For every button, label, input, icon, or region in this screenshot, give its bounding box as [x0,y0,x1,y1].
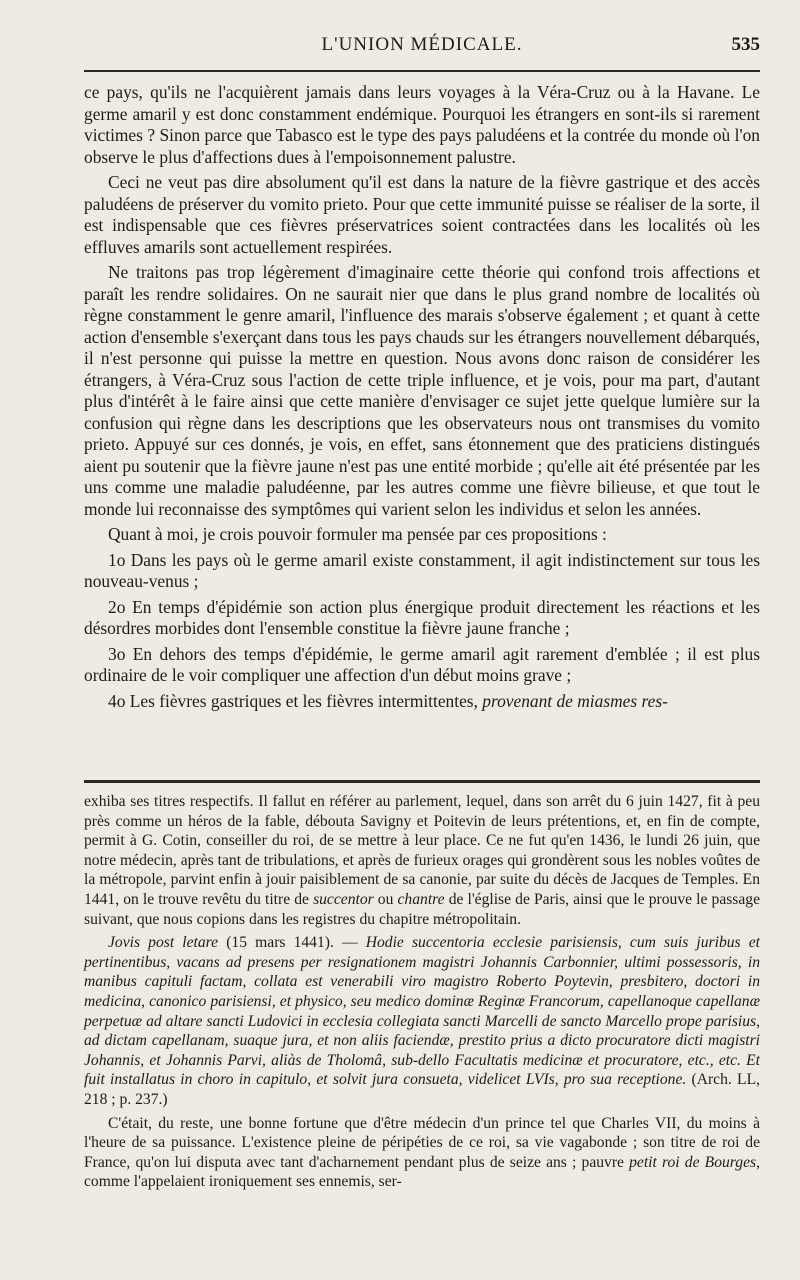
proposition-4-italic: provenant de miasmes res- [482,690,668,711]
paragraph-3: Ne traitons pas trop légèrement d'imaginaire cette théorie qui confond trois affections et paraît les rendre solidaires. On ne saurait nier que dans le plus grand nombre de localités où règne constamment le genre amaril, l'influence des marais s'observe également ; et quant à cette action d'ensemble s'exerçant dans tous les pays chauds sur les étrangers nouvellement débarqués, il n'est personne qui puisse la mettre en question. Nous avons donc raison de considérer les étrangers, à Véra-Cruz sous l'action de cette triple influence, et je vois, pour ma part, d'autant plus d'intérêt à le faire ainsi que cette manière d'envisager ce sujet jette quelque lumière sur la confusion qui règne dans les descriptions que les observateurs nous ont transmises du vomito prieto. Appuyé sur ces donnés, je vois, en effet, sans étonnement que des praticiens distingués aient pu soutenir que la fièvre jaune n'est pas une entité morbide ; qu'elle ait été présentée par les uns comme une maladie paludéenne, par les autres comme une fièvre bilieuse, et que tout le monde lui reconnaisse des symptômes qui varient selon les individus et selon les années. [84,262,760,519]
footnote-p3-a: C'était, du reste, une bonne fortune que d'être médecin d'un prince tel que Charles VII, du moins à l'heure de sa puissance. L'existence pleine de péripéties de ce roi, sa vie vagabonde ; son titre de roi de France, qu'on lui disputa avec tant d'acharnement pendant plus de seize ans ; pauvre [84,1114,760,1171]
footnote-p3-b: , comme l'appelaient ironiquement ses ennemis, ser- [84,1153,760,1191]
footnote-ou: ou [373,890,398,908]
latin-reference: (Arch. LL, 218 ; p. 237.) [84,1071,761,1108]
proposition-2: 2o En temps d'épidémie son action plus énergique produit directement les réactions et les désordres morbides dont l'ensemble constitue la fièvre jaune franche ; [84,596,760,638]
paragraph-1: ce pays, qu'ils ne l'acquièrent jamais dans leurs voyages à la Véra-Cruz ou à la Havane. Le germe amaril y est donc constamment endémique. Pourquoi les étrangers en sont-ils si rarement victimes ? Sinon parce que Tabasco est le type des pays paludéens et la contrée du monde où l'on observe le plus d'affections dues à l'empoisonnement palustre. [84,82,760,167]
latin-body: Hodie succentoria ecclesie parisiensis, cum suis juribus et pertinentibus, vacans ad presens per resignationem magistri Johannis Carbonnier, ultimi possessoris, in manibus capituli factam, collata est venerabili viro magistro Roberto Poytevin, presbitero, doctori in medicina, canonico parisiensi, et physico, seu medico dominæ Reginæ Francorum, capellanoque capellanæ perpetuæ ad altare sancti Ludovici in ecclesia collegiata sancti Marcelli de sancto Marcello prope parisius, ad dictam capellanam, suaque jura, et non aliis faciendæ, prestito prius a dicto procuratore dicti magistri Johannis, et Johannis Parvi, aliàs de Tholomâ, sub-dello Facultatis medicinæ et procuratore, etc., etc. Et fuit installatus in choro in capitulo, et solvit jura consueta, videlicet LVIs, pro sua receptione. [84,934,760,1089]
page-number: 535 [731,34,760,55]
main-text [84,82,760,716]
footnote-succentor: succentor [313,890,374,908]
latin-citation [84,933,760,1109]
footnote-paragraph-3 [84,1114,760,1192]
footnote-paragraph-1 [84,792,760,929]
footnote-p3-italic: petit roi de Bourges [629,1153,757,1171]
page-header [84,28,760,62]
header-rule [84,70,760,72]
latin-jovis: Jovis post letare [108,934,219,952]
proposition-4 [84,691,760,713]
footnote-text-a: exhiba ses titres respectifs. Il fallut en référer au parlement, lequel, dans son arrêt du 6 juin 1427, fit à peu près comme un héros de la fable, débouta Savigny et Poitevin de leurs prétentions, et, en fin de compte, permit à G. Cotin, conseiller du roi, de se mettre à leur place. Ce ne fut qu'en 1436, le lundi 26 juin, que notre médecin, après tant de tribulations, et après de furieux orages qui grondèrent sous les nobles voûtes de la métropole, parvint enfin à jouir paisiblement de sa canonie, par suite du décès de Jacques de Temples. En 1441, on le trouve revêtu du titre de [84,793,760,908]
proposition-4-text: 4o Les fièvres gastriques et les fièvres intermittentes, [108,690,483,711]
proposition-1: 1o Dans les pays où le germe amaril existe constamment, il agit indistinctement sur tous les nouveau-venus ; [84,549,760,591]
latin-date: (15 mars 1441). — [218,934,366,952]
footnote-rule [84,780,760,783]
running-title: L'UNION MÉDICALE. [321,34,523,55]
paragraph-2: Ceci ne veut pas dire absolument qu'il est dans la nature de la fièvre gastrique et des accès paludéens de préserver du vomito prieto. Pour que cette immunité puisse se réaliser de la sorte, il est indispensable que ces fièvres préservatrices soient contractées dans les localités où les effluves amarils sont actuellement respirées. [84,172,760,257]
footnote-chantre: chantre [397,890,445,908]
paragraph-4: Quant à moi, je crois pouvoir formuler ma pensée par ces propositions : [108,524,607,544]
footnote-section [84,792,760,1196]
proposition-3: 3o En dehors des temps d'épidémie, le germe amaril agit rarement d'emblée ; il est plus ordinaire de le voir compliquer une affection d'un début moins grave ; [84,643,760,685]
footnote-text-b: de l'église de Paris, ainsi que le prouve le passage suivant, que nous copions dans les registres du chapitre métropolitain. [84,890,761,928]
